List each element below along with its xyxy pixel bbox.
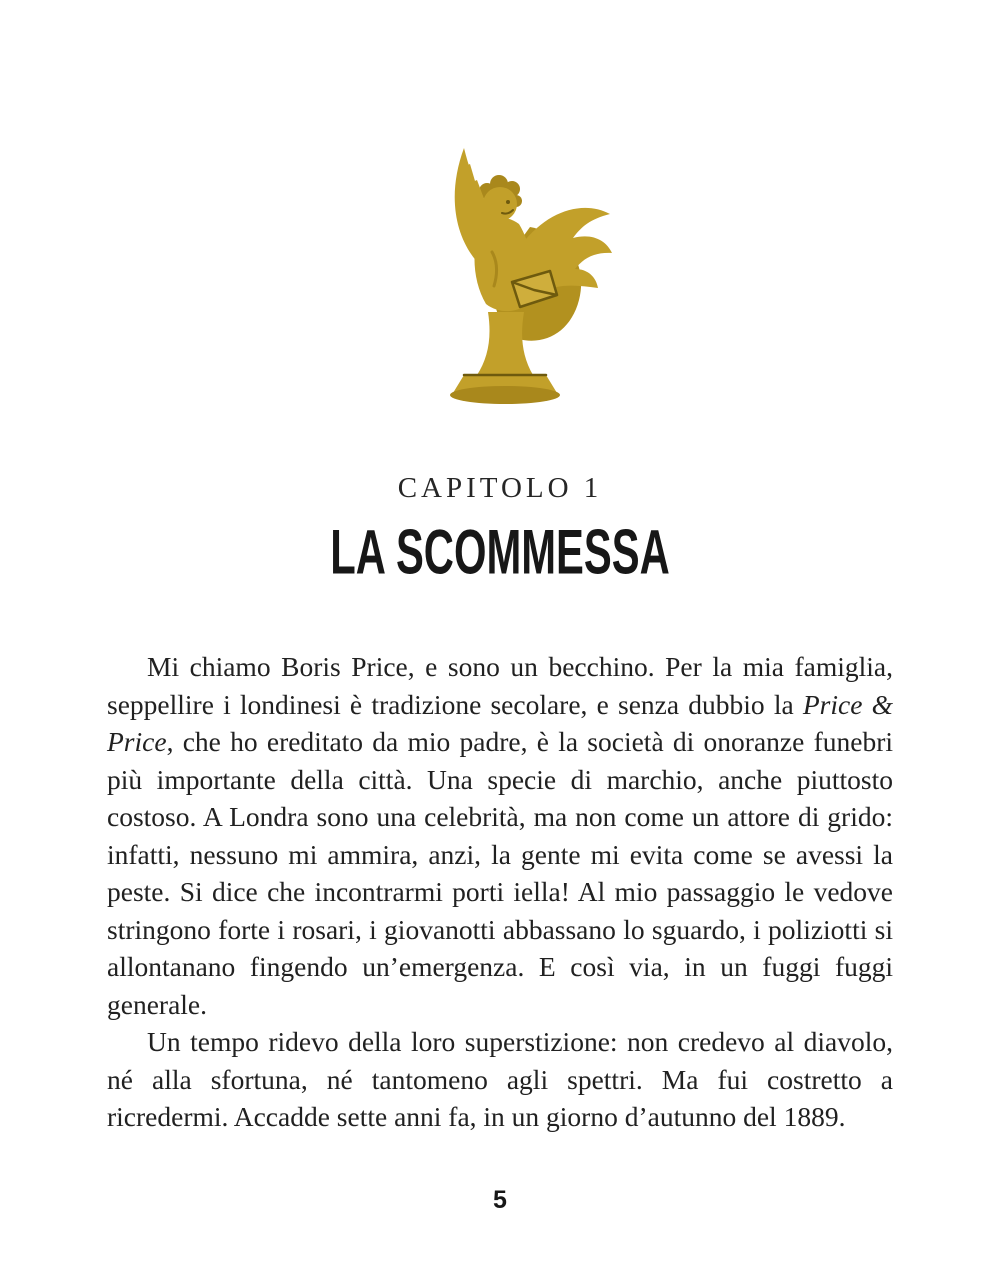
cherub-statue-illustration	[380, 132, 620, 432]
chapter-title: LA SCOMMESSA	[330, 517, 670, 588]
chapter-label: CAPITOLO 1	[397, 472, 603, 504]
paragraph-1-italic-company-name: Price & Price	[107, 688, 893, 757]
cherub-statue-svg	[380, 132, 620, 432]
page-number: 5	[493, 1186, 507, 1214]
paragraph-2: Un tempo ridevo della loro superstizione: non credevo al diavolo, né alla sfortuna, né tantomeno agli spettri. Ma fui costretto a ricredermi. Accadde sette anni fa, in un giorno d’autunno del 1889.	[107, 1026, 893, 1132]
paragraph-1	[107, 648, 893, 1023]
paragraph-1-text-continued: , che ho ereditato da mio padre, è la società di onoranze funebri più importante della città. Una specie di marchio, anche piuttosto costoso. A Londra sono una celebrità, ma non come un attore di grido: infatti, nessuno mi ammira, anzi, la gente mi evita come se avessi la peste. Si dice che incontrarmi porti iella! Al mio passaggio le vedove stringono forte i rosari, i giovanotti abbassano lo sguardo, i poliziotti si allontanano fingendo un’emergenza. E così via, in un fuggi fuggi generale.	[107, 726, 893, 1020]
body-text	[107, 648, 893, 1136]
paragraph-1-text: Mi chiamo Boris Price, e sono un becchino. Per la mia famiglia, seppellire i londinesi è tradizione secolare, e senza dubbio la	[107, 651, 893, 720]
